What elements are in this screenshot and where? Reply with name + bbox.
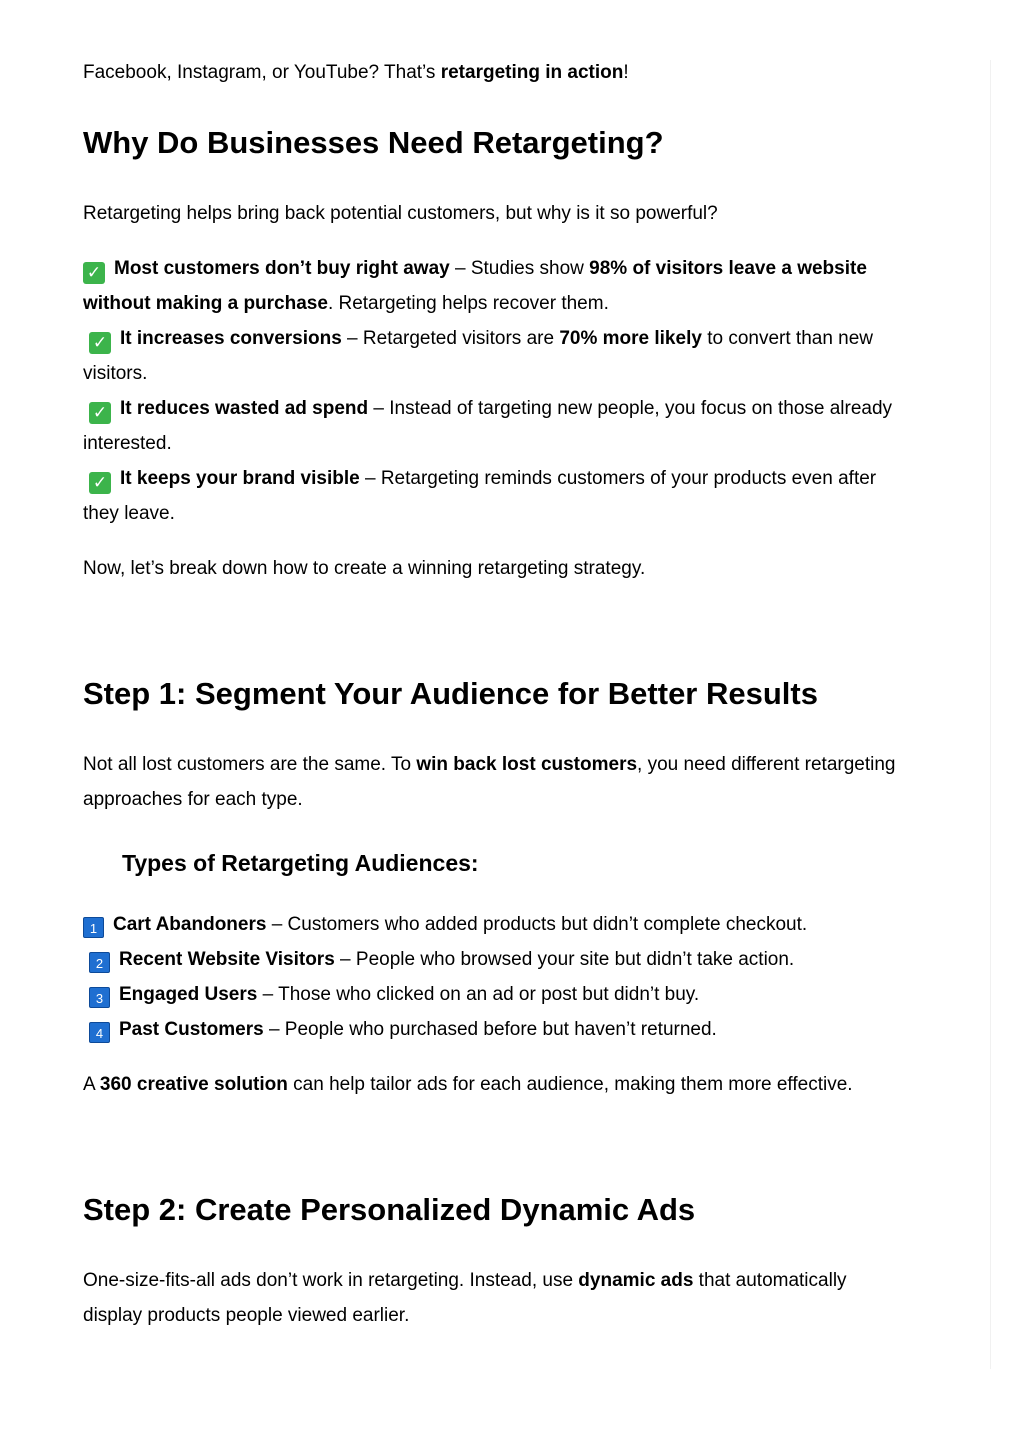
heading-why-retargeting: Why Do Businesses Need Retargeting?	[83, 125, 664, 160]
why-item-stat: 70% more likely	[559, 328, 702, 349]
why-list-item-continuation: interested.	[83, 433, 172, 454]
step1-text-2: , you need different retargeting	[637, 754, 896, 775]
step2-bold: dynamic ads	[578, 1270, 694, 1291]
why-item-stat: 98% of visitors leave a website	[589, 258, 867, 279]
why-list-item	[83, 467, 876, 494]
heading-step-2: Step 2: Create Personalized Dynamic Ads	[83, 1192, 696, 1227]
heading-step-1: Step 1: Segment Your Audience for Better Results	[83, 676, 818, 711]
page-edge	[990, 60, 991, 1369]
why-item-text-2: to convert than new	[701, 328, 874, 349]
why-list-item-continuation: they leave.	[83, 503, 175, 524]
intro-text: Facebook, Instagram, or YouTube? That’s	[83, 62, 441, 83]
audience-title: Recent Website Visitors	[119, 949, 335, 970]
audience-text: – Customers who added products but didn’t complete checkout.	[266, 914, 808, 935]
audience-title: Past Customers	[119, 1019, 264, 1040]
step2-text-2: that automatically	[693, 1270, 847, 1291]
step1-text: Not all lost customers are the same. To	[83, 754, 417, 775]
step1-bold: win back lost customers	[416, 754, 638, 775]
audience-list-item	[83, 983, 699, 1008]
audience-list-item	[83, 948, 794, 973]
step1-closing-text-2: can help tailor ads for each audience, making them more effective.	[287, 1074, 853, 1095]
why-item-title: It increases conversions	[120, 328, 342, 349]
audience-text: – Those who clicked on an ad or post but didn’t buy.	[257, 984, 700, 1005]
why-item-text: – Studies show	[449, 258, 590, 279]
step1-paragraph-line2: approaches for each type.	[83, 789, 303, 810]
intro-tail: !	[623, 62, 629, 83]
number-3-icon: 3	[89, 987, 110, 1008]
check-mark-icon: ✓	[83, 262, 105, 284]
audience-text: – People who purchased before but haven’t returned.	[263, 1019, 717, 1040]
number-1-icon: 1	[83, 917, 104, 938]
audience-title: Engaged Users	[119, 984, 258, 1005]
number-2-icon: 2	[89, 952, 110, 973]
why-item-text: – Retargeting reminds customers of your products even after	[359, 468, 877, 489]
step1-closing-bold: 360 creative solution	[99, 1074, 288, 1095]
check-mark-icon: ✓	[89, 332, 111, 354]
why-item-title: It reduces wasted ad spend	[120, 398, 369, 419]
audience-list-item	[83, 913, 807, 938]
why-item-text: – Instead of targeting new people, you focus on those already	[368, 398, 893, 419]
step1-closing-text: A	[83, 1074, 100, 1095]
check-mark-icon: ✓	[89, 402, 111, 424]
why-list-item-continuation: visitors.	[83, 363, 148, 384]
why-item-text-cont: . Retargeting helps recover them.	[327, 293, 609, 314]
why-item-title: Most customers don’t buy right away	[114, 258, 450, 279]
subheading-audience-types: Types of Retargeting Audiences:	[122, 850, 479, 876]
why-item-title: It keeps your brand visible	[120, 468, 360, 489]
why-item-stat-cont: without making a purchase	[83, 293, 328, 314]
number-4-icon: 4	[89, 1022, 110, 1043]
why-list-item	[83, 327, 873, 354]
why-intro-paragraph: Retargeting helps bring back potential customers, but why is it so powerful?	[83, 203, 718, 224]
step1-paragraph	[83, 753, 896, 777]
intro-paragraph	[83, 61, 629, 85]
why-outro-paragraph: Now, let’s break down how to create a winning retargeting strategy.	[83, 558, 646, 579]
audience-text: – People who browsed your site but didn’t take action.	[334, 949, 795, 970]
audience-title: Cart Abandoners	[113, 914, 267, 935]
audience-list-item	[83, 1018, 717, 1043]
step2-paragraph-line2: display products people viewed earlier.	[83, 1305, 410, 1326]
step2-paragraph	[83, 1269, 847, 1293]
why-list-item	[83, 397, 892, 424]
why-list-item-continuation	[83, 292, 609, 316]
check-mark-icon: ✓	[89, 472, 111, 494]
step1-closing-paragraph	[83, 1073, 853, 1097]
step2-text: One-size-fits-all ads don’t work in retargeting. Instead, use	[83, 1270, 579, 1291]
why-item-text: – Retargeted visitors are	[341, 328, 560, 349]
intro-bold: retargeting in action	[440, 62, 624, 83]
why-list-item	[83, 257, 867, 284]
